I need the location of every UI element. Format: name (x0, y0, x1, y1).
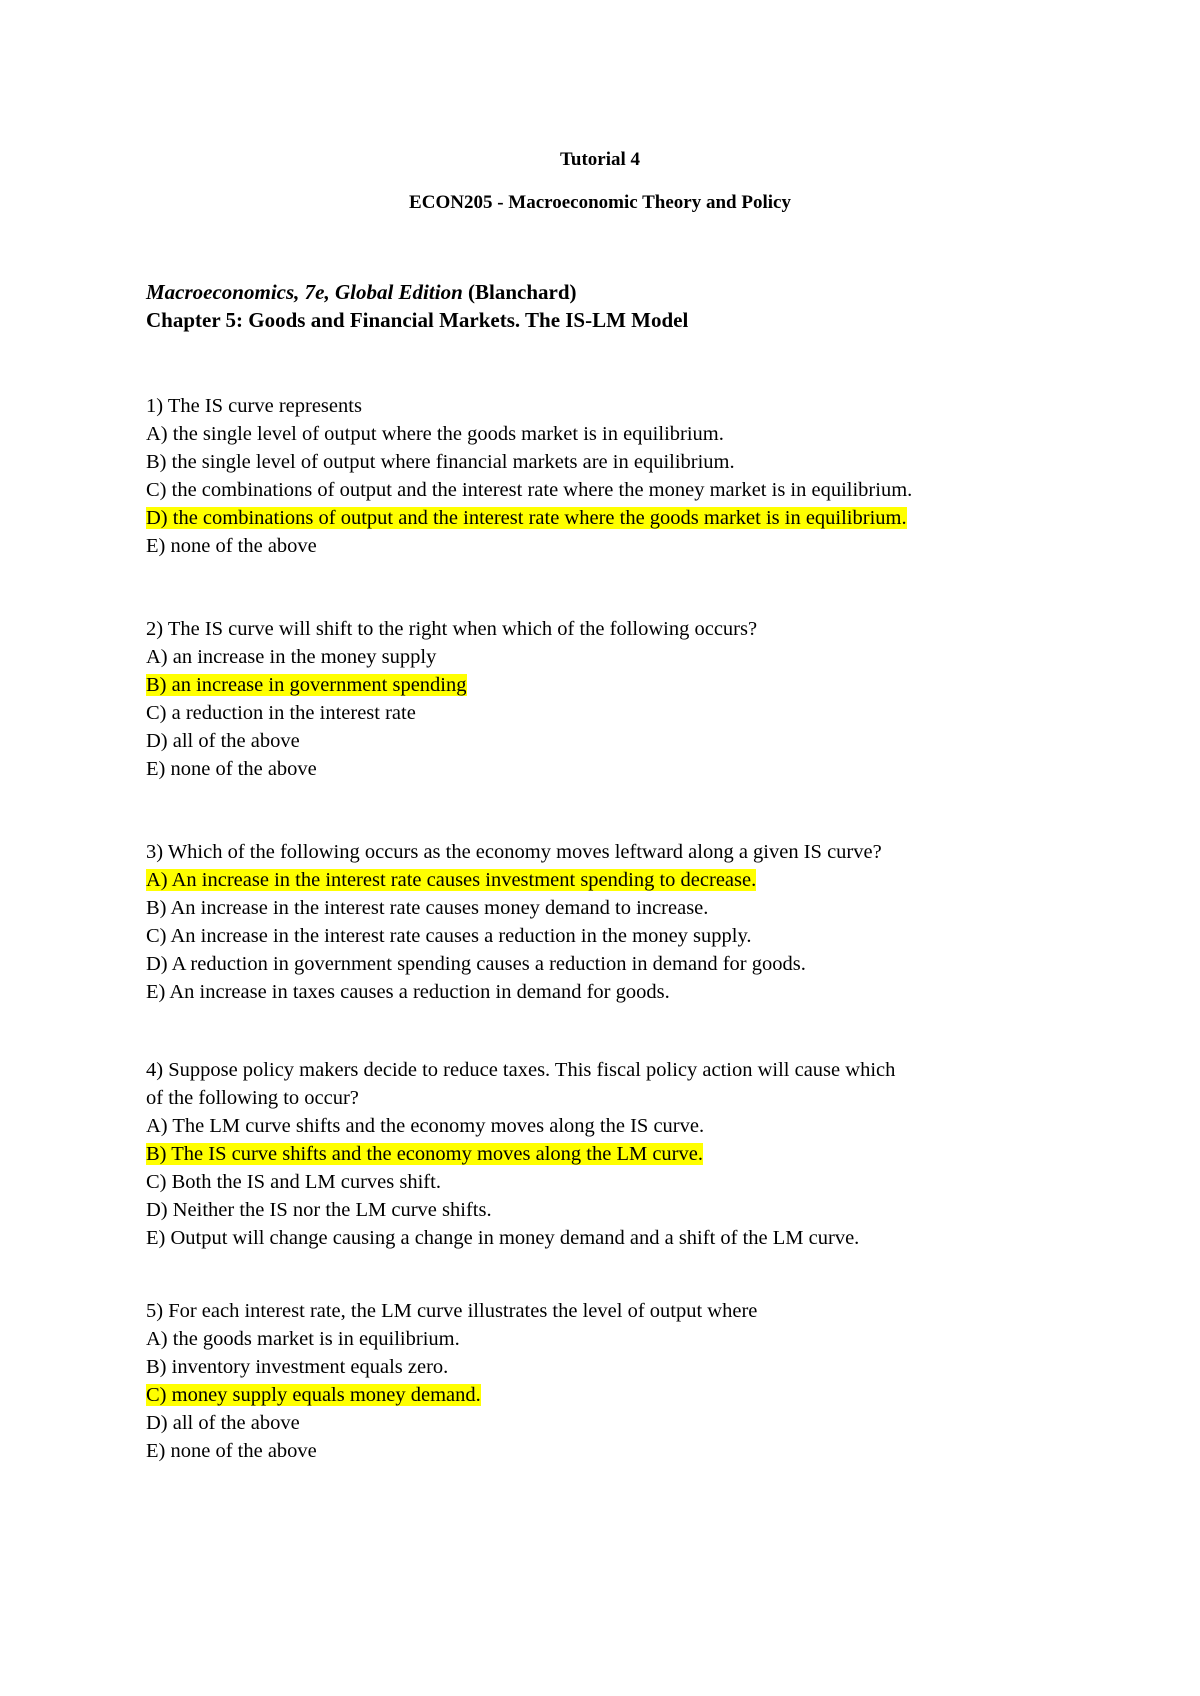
option-text: C) Both the IS and LM curves shift. (146, 1171, 441, 1193)
option-a (146, 866, 1106, 894)
option-c (146, 699, 1106, 727)
option-c (146, 922, 1106, 950)
option-text: C) money supply equals money demand. (146, 1384, 481, 1406)
option-b (146, 671, 1106, 699)
question-stem: 2) The IS curve will shift to the right when which of the following occurs? (146, 618, 758, 640)
option-d (146, 1409, 1106, 1437)
option-text: B) The IS curve shifts and the economy moves along the LM curve. (146, 1143, 703, 1165)
option-e (146, 1437, 1106, 1465)
option-text: E) none of the above (146, 1440, 317, 1462)
option-b (146, 1353, 1106, 1381)
option-text: D) the combinations of output and the interest rate where the goods market is in equilibrium. (146, 507, 907, 529)
option-text: C) An increase in the interest rate causes a reduction in the money supply. (146, 925, 752, 947)
option-d (146, 950, 1106, 978)
book-author: (Blanchard) (462, 280, 577, 304)
book-reference (146, 278, 688, 334)
option-text: C) the combinations of output and the interest rate where the money market is in equilibrium. (146, 479, 913, 501)
option-e (146, 978, 1106, 1006)
option-text: C) a reduction in the interest rate (146, 702, 416, 724)
question-stem: 4) Suppose policy makers decide to reduce taxes. This fiscal policy action will cause which (146, 1059, 896, 1081)
option-text: E) Output will change causing a change in money demand and a shift of the LM curve. (146, 1227, 860, 1249)
option-d (146, 727, 1106, 755)
course-title: ECON205 - Macroeconomic Theory and Policy (409, 192, 791, 213)
option-c (146, 1168, 1106, 1196)
question-4 (146, 1056, 1106, 1252)
option-text: B) inventory investment equals zero. (146, 1356, 449, 1378)
chapter-title: Chapter 5: Goods and Financial Markets. The IS-LM Model (146, 308, 689, 332)
option-a (146, 420, 1106, 448)
option-text: A) the goods market is in equilibrium. (146, 1328, 460, 1350)
question-stem: 3) Which of the following occurs as the economy moves leftward along a given IS curve? (146, 841, 882, 863)
option-text: D) all of the above (146, 730, 300, 752)
question-stem: 5) For each interest rate, the LM curve illustrates the level of output where (146, 1300, 758, 1322)
option-text: A) the single level of output where the goods market is in equilibrium. (146, 423, 724, 445)
option-b (146, 894, 1106, 922)
option-e (146, 1224, 1106, 1252)
option-b (146, 1140, 1106, 1168)
tutorial-title: Tutorial 4 (559, 149, 641, 170)
option-b (146, 448, 1106, 476)
option-a (146, 1325, 1106, 1353)
option-e (146, 755, 1106, 783)
option-text: B) An increase in the interest rate causes money demand to increase. (146, 897, 709, 919)
question-3 (146, 838, 1106, 1006)
option-c (146, 1381, 1106, 1409)
option-text: A) an increase in the money supply (146, 646, 437, 668)
question-stem: 1) The IS curve represents (146, 395, 362, 417)
option-d (146, 1196, 1106, 1224)
question-1 (146, 392, 1106, 560)
question-5 (146, 1297, 1106, 1465)
option-text: E) none of the above (146, 758, 317, 780)
option-d (146, 504, 1106, 532)
option-c (146, 476, 1106, 504)
option-text: D) Neither the IS nor the LM curve shifts. (146, 1199, 492, 1221)
book-line (146, 278, 688, 306)
option-text: A) An increase in the interest rate causes investment spending to decrease. (146, 869, 757, 891)
option-text: A) The LM curve shifts and the economy moves along the IS curve. (146, 1115, 705, 1137)
option-text: D) all of the above (146, 1412, 300, 1434)
question-2 (146, 615, 1106, 783)
option-text: E) none of the above (146, 535, 317, 557)
option-text: B) the single level of output where financial markets are in equilibrium. (146, 451, 735, 473)
option-e (146, 532, 1106, 560)
book-title: Macroeconomics, 7e, Global Edition (146, 280, 463, 304)
option-text: B) an increase in government spending (146, 674, 467, 696)
question-stem-continued: of the following to occur? (146, 1087, 359, 1109)
option-text: E) An increase in taxes causes a reduction in demand for goods. (146, 981, 670, 1003)
option-a (146, 643, 1106, 671)
option-text: D) A reduction in government spending causes a reduction in demand for goods. (146, 953, 806, 975)
option-a (146, 1112, 1106, 1140)
